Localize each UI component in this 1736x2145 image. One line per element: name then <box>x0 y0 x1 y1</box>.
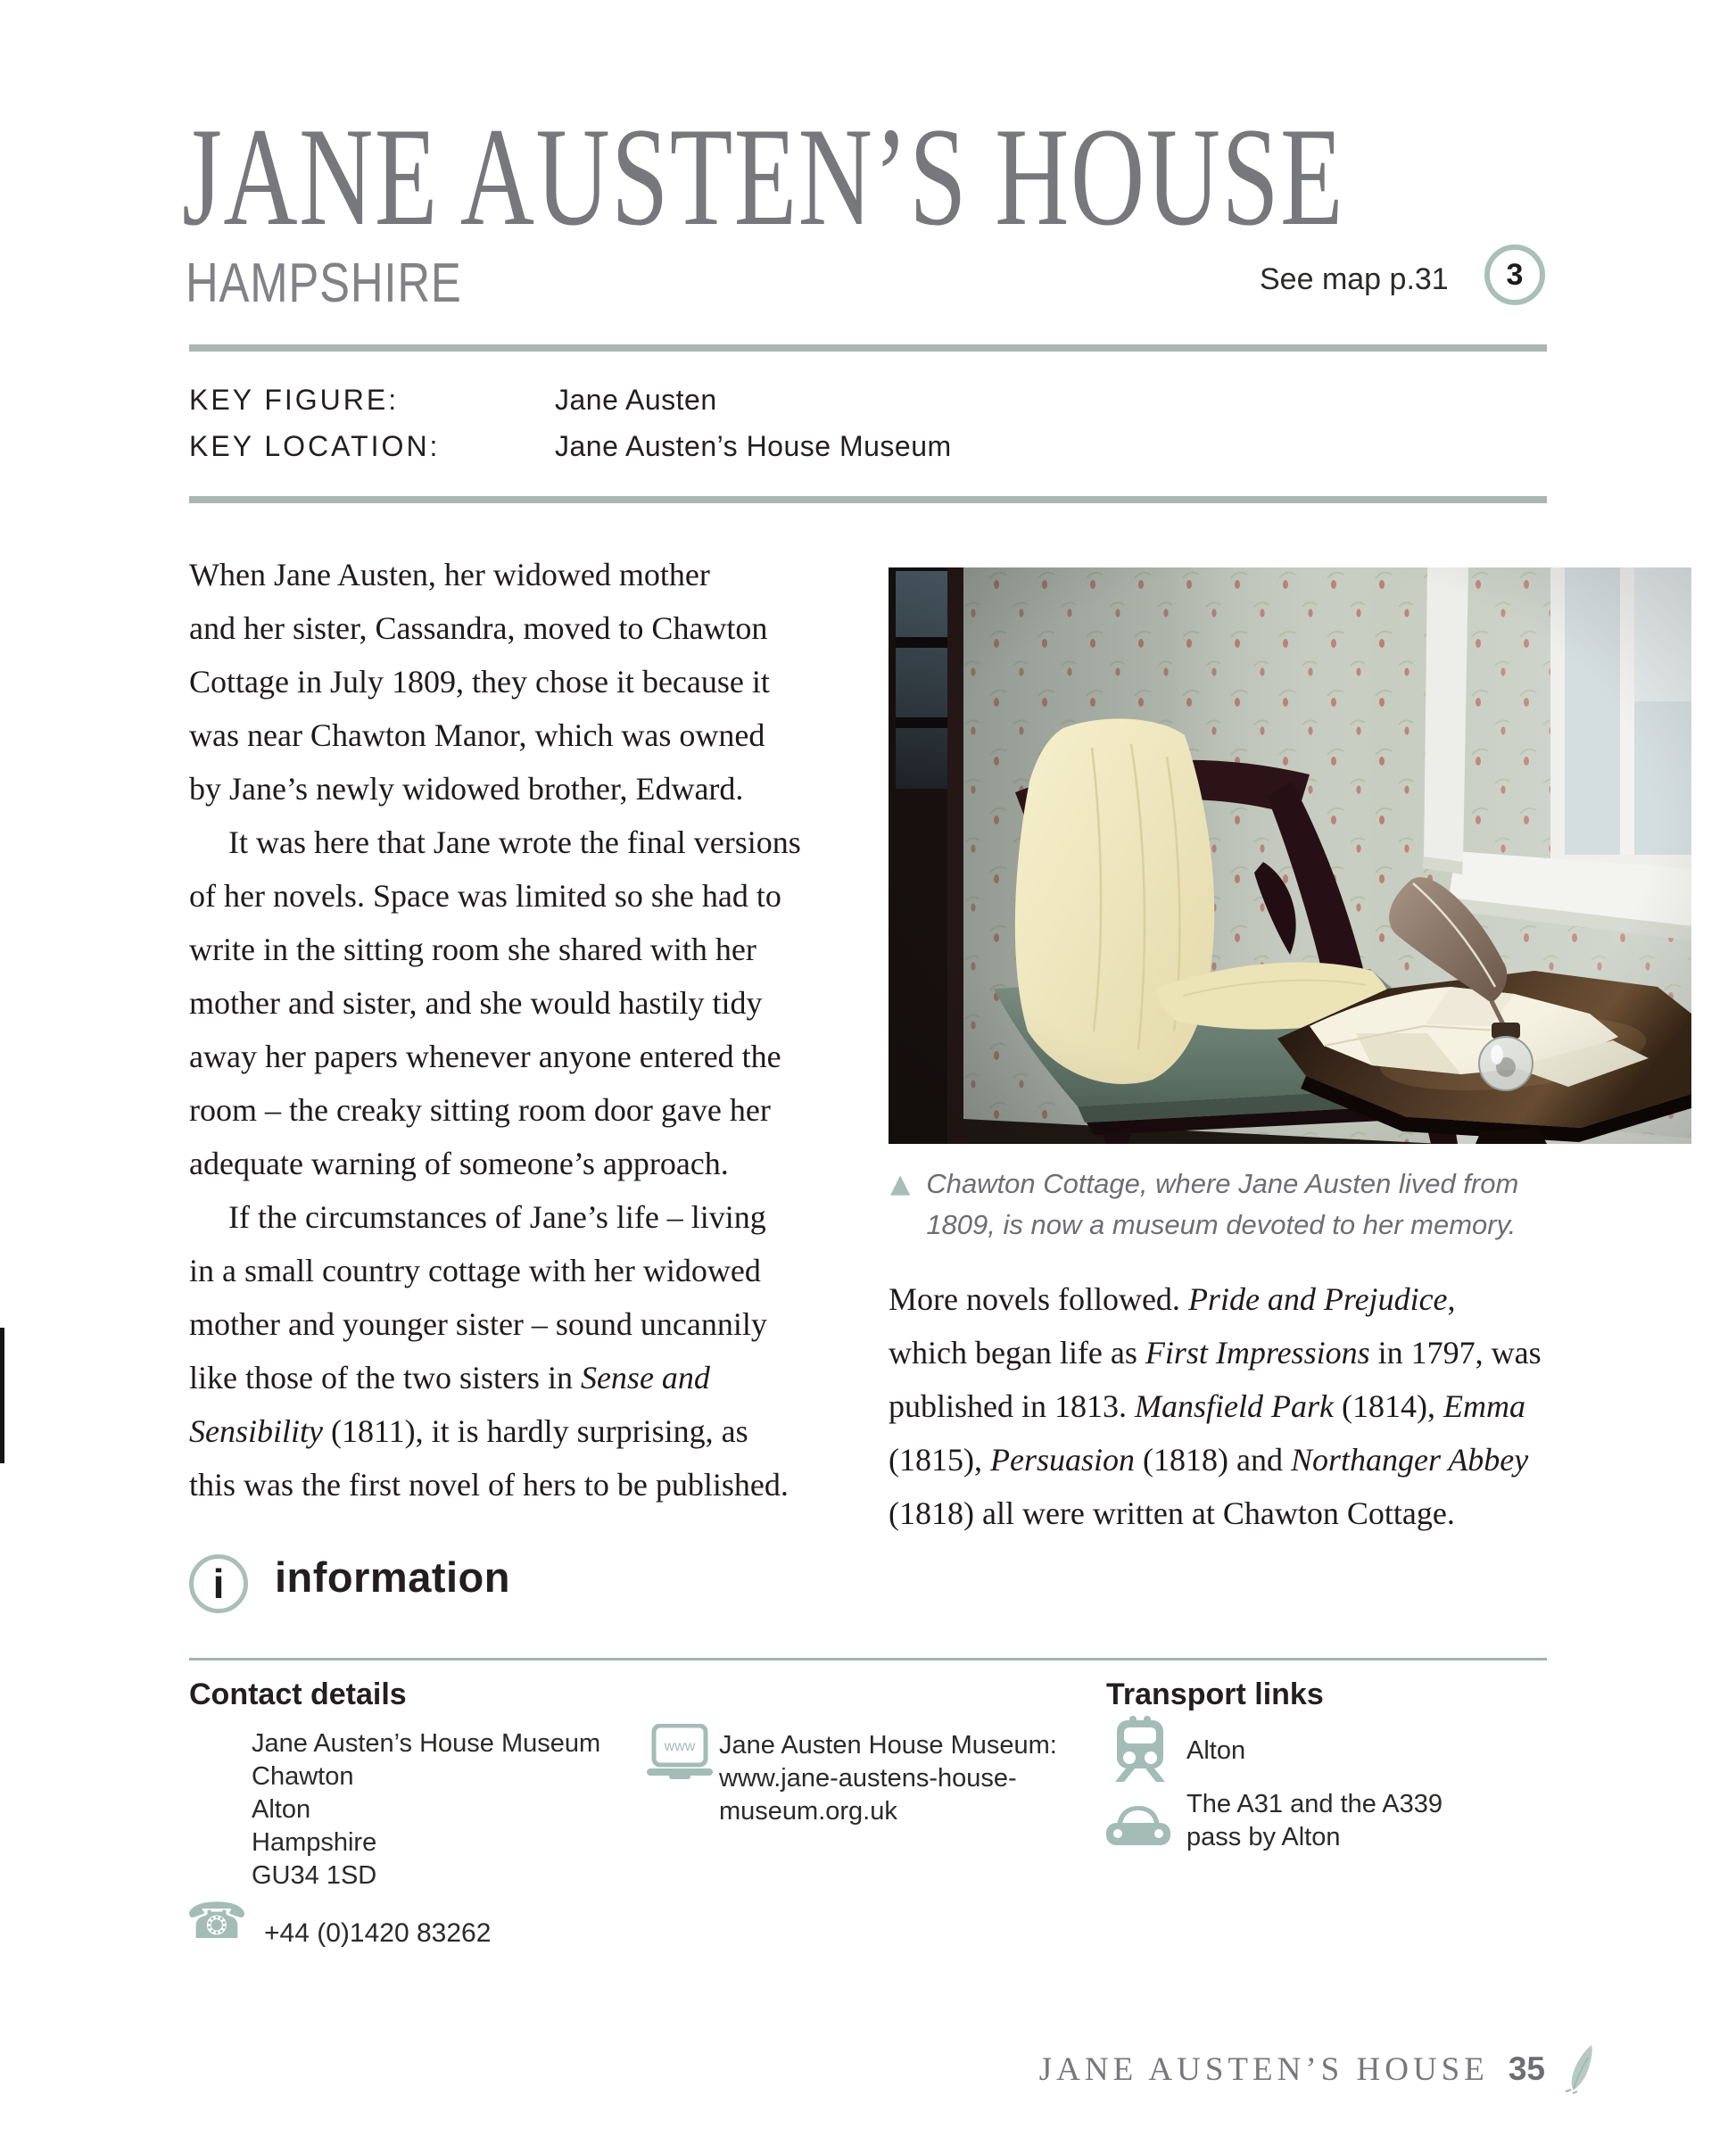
divider-keyfacts <box>189 496 1547 503</box>
page-edge-mark <box>0 1328 4 1463</box>
paragraph: If the circumstances of Jane’s life – living in a small country cottage with her widowed mother and younger sister – sound uncannily like those of the two sisters in Sense and Sensibility (1811), it is hardly surprising, as this was the first novel of hers to be published. <box>189 1199 789 1503</box>
page-title: JANE AUSTEN’S HOUSE <box>182 99 1344 255</box>
map-number-badge <box>1484 244 1545 305</box>
paragraph: When Jane Austen, her widowed mother and her sister, Cassandra, moved to Chawton Cottage in July 1809, they chose it because it was near Chawton Manor, which was owned by Jane’s newly widowed brother, Edward. <box>189 557 770 807</box>
phone-number: +44 (0)1420 83262 <box>264 1918 492 1948</box>
contact-address: Jane Austen’s House Museum Chawton Alton Hampshire GU34 1SD <box>252 1729 601 1890</box>
see-map-reference: See map p.31 <box>1260 262 1449 296</box>
key-figure-label: KEY FIGURE: <box>189 384 400 416</box>
information-icon-glyph: i <box>212 1561 225 1607</box>
divider-top <box>189 344 1547 352</box>
feather-icon <box>1565 2043 1597 2095</box>
running-title: JANE AUSTEN’S HOUSE <box>1038 2050 1489 2088</box>
key-location-value: Jane Austen’s House Museum <box>555 430 952 462</box>
paragraph: It was here that Jane wrote the final versions of her novels. Space was limited so she had to write in the sitting room she shared with her mother and sister, and she would hastily tidy away her papers whenever anyone entered the room – the creaky sitting room door gave her adequate warning of someone’s approach. <box>189 824 801 1181</box>
phone-icon: ☎ <box>186 1892 248 1950</box>
svg-text:www: www <box>664 1739 696 1754</box>
photo-chawton-cottage-interior <box>889 567 1691 1144</box>
key-figure-value: Jane Austen <box>555 384 717 416</box>
page-number: 35 <box>1508 2050 1545 2087</box>
map-number: 3 <box>1506 257 1524 292</box>
photo-illustration <box>889 567 1691 1144</box>
transport-links-heading: Transport links <box>1106 1677 1324 1711</box>
train-icon <box>1112 1715 1169 1787</box>
article-right-column <box>889 1272 1584 1540</box>
road-links: The A31 and the A339 pass by Alton <box>1186 1790 1443 1851</box>
website-text: Jane Austen House Museum: www.jane-austens-house- museum.org.uk <box>719 1731 1057 1826</box>
key-figure-row <box>189 384 717 417</box>
information-heading: information <box>275 1553 510 1601</box>
caption-triangle-icon: ▲ <box>890 1168 911 1198</box>
caption-text: Chawton Cottage, where Jane Austen lived from 1809, is now a museum devoted to her memory. <box>926 1168 1519 1240</box>
information-icon <box>189 1554 248 1613</box>
key-location-row <box>189 430 952 463</box>
article-left-column <box>189 548 885 1511</box>
contact-details-heading: Contact details <box>189 1677 407 1711</box>
page-subtitle: HAMPSHIRE <box>186 253 462 314</box>
photo-caption <box>890 1164 1518 1246</box>
paragraph: More novels followed. Pride and Prejudice, which began life as First Impressions in 1797, was published in 1813. Mansfield Park (1814), Emma (1815), Persuasion (1818) and Northanger Abbey (1818) all were written at Chawton Cottage. <box>889 1281 1542 1531</box>
page-footer <box>1039 2043 1597 2095</box>
key-location-label: KEY LOCATION: <box>189 430 441 462</box>
train-station: Alton <box>1186 1736 1246 1765</box>
divider-information <box>189 1658 1547 1661</box>
website-icon <box>646 1724 714 1785</box>
car-icon <box>1104 1804 1172 1855</box>
